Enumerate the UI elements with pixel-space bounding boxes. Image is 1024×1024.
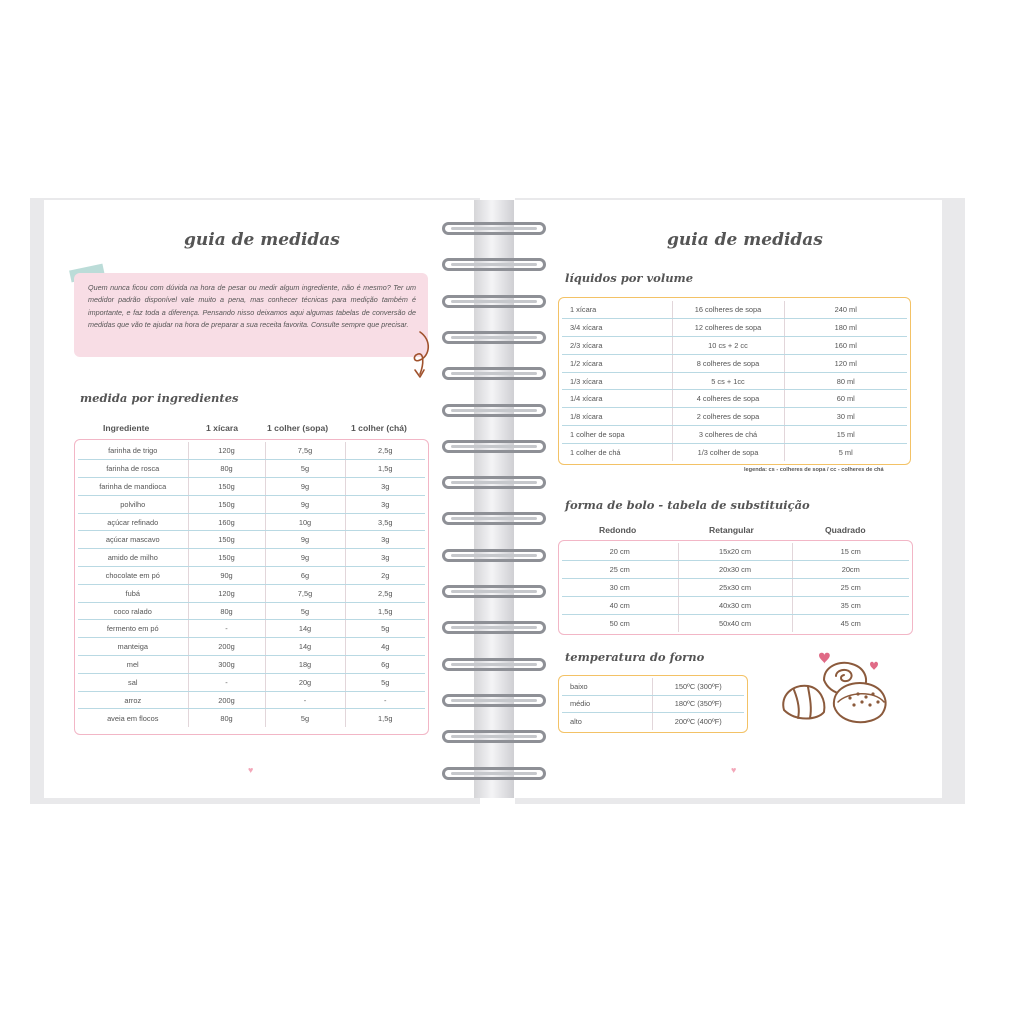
liquids-table [562,301,907,461]
table-cell: 4g [345,638,425,656]
table-cell: 20cm [792,561,909,579]
table-row [562,390,907,408]
ingredients-section-title: medida por ingredientes [80,391,239,405]
table-cell: 4 colheres de sopa [672,390,784,408]
table-cell: sal [78,673,188,691]
ingredients-header-cup: 1 xícara [206,423,239,433]
heart-icon: ♥ [731,765,737,775]
table-cell: 6g [345,656,425,674]
table-cell: 15 ml [784,426,907,444]
table-cell: 15x20 cm [678,543,792,561]
table-cell: 6g [265,567,345,585]
table-cell: 200ºC (400ºF) [674,716,722,726]
table-cell: 9g [265,495,345,513]
table-cell: açúcar mascavo [78,531,188,549]
table-cell: 1/8 xícara [562,408,672,426]
table-cell: amido de milho [78,549,188,567]
table-cell: 2,5g [345,442,425,460]
table-cell: 30 cm [562,579,678,597]
table-cell: 50 cm [562,614,678,632]
spiral-ring [442,331,546,344]
table-cell: 3g [345,549,425,567]
table-cell: 3g [345,495,425,513]
table-cell: - [265,691,345,709]
table-cell: fermento em pó [78,620,188,638]
table-cell: 1/4 xícara [562,390,672,408]
table-row [78,549,425,567]
table-cell: médio [562,695,652,712]
table-cell: 10 cs + 2 cc [672,337,784,355]
table-cell: 20g [265,673,345,691]
table-cell: - [188,673,265,691]
table-row [562,543,909,561]
spiral-ring [442,621,546,634]
table-cell: 2 colheres de sopa [672,408,784,426]
table-cell: 180ºC (350ºF) [652,695,744,712]
oven-section-title: temperatura do forno [565,650,705,664]
table-cell: 35 cm [792,596,909,614]
table-cell: 2g [345,567,425,585]
table-cell: 3/4 xícara [562,319,672,337]
table-cell: 30 ml [784,408,907,426]
table-row [562,354,907,372]
table-row [78,709,425,727]
table-row [78,656,425,674]
table-cell: 200g [188,638,265,656]
table-row [78,638,425,656]
cake-pans-section-title: forma de bolo - tabela de substituição [565,498,810,512]
cake-pans-header-round: Redondo [599,525,637,535]
left-page-title: guia de medidas [184,230,340,250]
table-cell: 1,5g [345,602,425,620]
table-cell: 60 ml [784,390,907,408]
table-cell: 14g [265,638,345,656]
cake-pans-table [562,543,909,632]
table-row [78,691,425,709]
table-row [78,620,425,638]
oven-table [562,678,744,730]
spiral-ring [442,367,546,380]
table-cell: 150ºC (300ºF) [652,678,744,695]
table-cell: aveia em flocos [78,709,188,727]
table-cell: 20 cm [562,543,678,561]
table-cell: 1 xícara [562,301,672,319]
table-row [562,426,907,444]
table-cell: 5g [345,673,425,691]
table-row [78,584,425,602]
table-row [562,301,907,319]
table-cell: 9g [265,549,345,567]
table-cell: 120g [188,442,265,460]
table-cell: 1/2 xícara [562,354,672,372]
table-cell: 16 colheres de sopa [672,301,784,319]
spiral-ring [442,549,546,562]
table-cell: farinha de mandioca [78,478,188,496]
liquids-section-title: líquidos por volume [565,271,694,285]
table-cell: 14g [265,620,345,638]
spiral-ring [442,440,546,453]
table-cell: 120 ml [784,354,907,372]
table-cell: 12 colheres de sopa [672,319,784,337]
table-row [562,561,909,579]
table-cell: 2/3 xícara [562,337,672,355]
table-cell: 300g [188,656,265,674]
ingredients-header-teaspoon: 1 colher (chá) [351,423,407,433]
table-row [78,495,425,513]
table-cell: 5 ml [838,448,853,458]
table-row [78,602,425,620]
table-cell: 1/3 xícara [562,372,672,390]
table-cell: 15 cm [792,543,909,561]
ingredients-header-tablespoon: 1 colher (sopa) [267,423,329,433]
table-cell: farinha de trigo [78,442,188,460]
table-cell: 3 colheres de chá [672,426,784,444]
right-page-title: guia de medidas [667,230,823,250]
table-cell: 3g [345,478,425,496]
spiral-ring [442,694,546,707]
table-cell: 2,5g [345,584,425,602]
table-row [562,408,907,426]
table-cell: 9g [265,478,345,496]
table-row [78,531,425,549]
table-cell: 80g [188,709,265,727]
table-cell: 200g [188,691,265,709]
table-cell: fubá [78,584,188,602]
table-cell: farinha de rosca [78,460,188,478]
spiral-ring [442,258,546,271]
table-cell: 180 ml [784,319,907,337]
table-cell: manteiga [78,638,188,656]
table-cell: 150g [188,478,265,496]
table-cell: 80g [188,602,265,620]
table-cell: 25x30 cm [678,579,792,597]
table-cell: 20x30 cm [678,561,792,579]
table-row [562,579,909,597]
table-cell: 1 colher de sopa [562,426,672,444]
table-cell: 25 cm [562,561,678,579]
table-cell: 8 colheres de sopa [672,354,784,372]
liquids-legend: legenda: cs - colheres de sopa / cc - colheres de chá [744,467,884,473]
table-cell: 5 cs + 1cc [672,372,784,390]
table-cell: 5g [345,620,425,638]
cake-pans-header-rectangular: Retangular [709,525,754,535]
table-row [562,443,907,461]
table-cell: polvilho [78,495,188,513]
table-row [78,673,425,691]
table-cell: 18g [265,656,345,674]
table-cell: 7,5g [265,584,345,602]
table-cell: baixo [562,678,652,695]
table-cell: 1,5g [378,713,393,723]
notebook-spine [474,200,514,798]
table-cell: 3g [345,531,425,549]
spiral-ring [442,512,546,525]
arrow-icon [408,330,434,386]
cake-pans-header-square: Quadrado [825,525,866,535]
table-cell: 5g [265,709,345,727]
table-cell: 160 ml [784,337,907,355]
table-row [78,513,425,531]
table-cell: 25 cm [792,579,909,597]
table-cell: 240 ml [784,301,907,319]
table-row [562,372,907,390]
table-row [562,712,744,729]
table-cell: 45 cm [840,618,861,628]
table-cell: 150g [188,495,265,513]
table-cell: 90g [188,567,265,585]
spiral-ring [442,658,546,671]
ingredients-header-ingredient: Ingrediente [103,423,150,433]
table-cell: 5g [265,602,345,620]
table-cell: 160g [188,513,265,531]
table-cell: alto [562,712,652,729]
table-row [562,319,907,337]
table-row [562,678,744,695]
spiral-ring [442,222,546,235]
table-row [562,614,909,632]
spiral-ring [442,295,546,308]
table-cell: 9g [265,531,345,549]
table-cell: 150g [188,549,265,567]
table-cell: coco ralado [78,602,188,620]
table-row [562,596,909,614]
table-cell: 40x30 cm [678,596,792,614]
table-cell: arroz [78,691,188,709]
table-row [78,478,425,496]
table-cell: 5g [265,460,345,478]
spiral-ring [442,404,546,417]
table-cell: mel [78,656,188,674]
table-cell: - [188,620,265,638]
table-row [562,337,907,355]
table-row [78,460,425,478]
table-cell: 1/3 colher de sopa [672,443,784,461]
table-cell: 3,5g [345,513,425,531]
table-cell: 50x40 cm [678,614,792,632]
bakery-illustration [778,650,890,728]
heart-icon: ♥ [248,765,254,775]
spiral-ring [442,730,546,743]
table-cell: 80 ml [784,372,907,390]
spiral-ring [442,585,546,598]
table-cell: 40 cm [562,596,678,614]
intro-note: Quem nunca ficou com dúvida na hora de pesar ou medir algum ingrediente, não é mesmo? Ter um medidor padrão disponível vale muito a pena, mas conhecer técnicas para medição também é importante, e faz toda a diferença. Pensando nisso deixamos aqui algumas tabelas de conversão de medidas que vão te ajudar na hora de preparar a sua receita favorita. Consulte sempre que precisar. [74,273,428,357]
table-row [78,442,425,460]
table-cell: - [345,691,425,709]
table-cell: açúcar refinado [78,513,188,531]
table-cell: 1,5g [345,460,425,478]
table-cell: 150g [188,531,265,549]
spiral-ring [442,476,546,489]
table-row [562,695,744,712]
table-cell: 80g [188,460,265,478]
table-cell: chocolate em pó [78,567,188,585]
table-cell: 120g [188,584,265,602]
table-cell: 7,5g [265,442,345,460]
table-row [78,567,425,585]
spiral-ring [442,767,546,780]
table-cell: 1 colher de chá [562,443,672,461]
table-cell: 10g [265,513,345,531]
ingredients-table [78,442,425,727]
